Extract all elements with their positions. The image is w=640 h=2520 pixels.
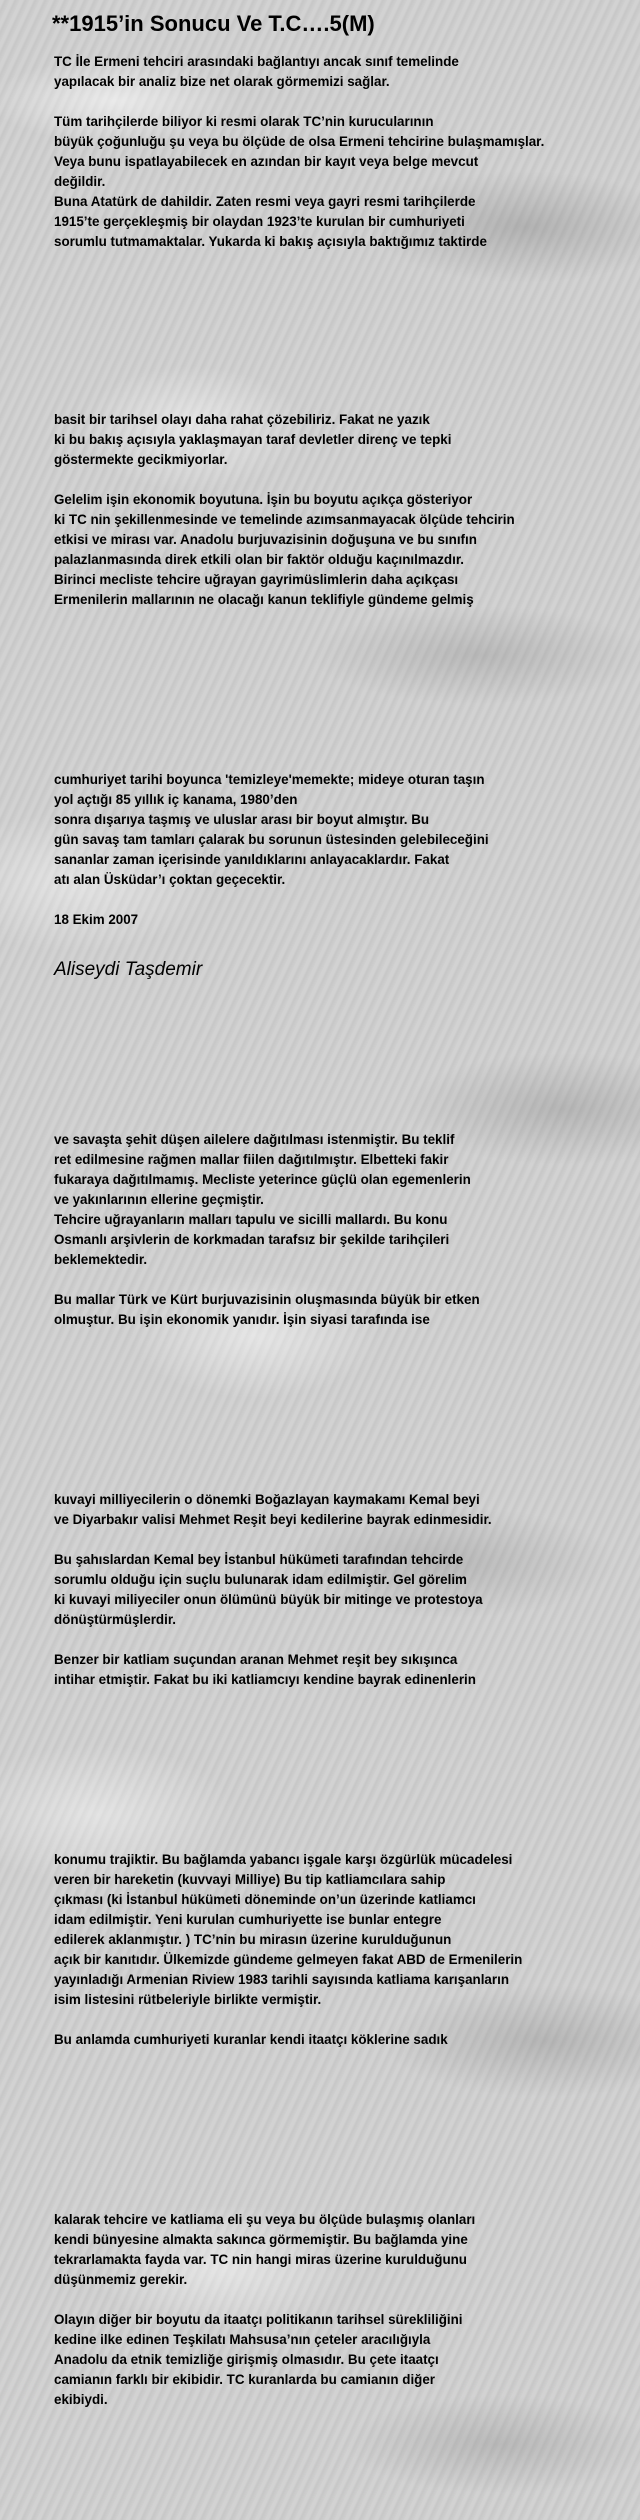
paragraph	[54, 1550, 640, 1630]
text-line: TC İle Ermeni tehciri arasındaki bağlantıyı ancak sınıf temelinde	[54, 54, 459, 69]
paragraph	[54, 1290, 640, 1330]
text-line: basit bir tarihsel olayı daha rahat çözebiliriz. Fakat ne yazık	[54, 412, 430, 427]
text-line: sorumlu tutmamaktalar. Yukarda ki bakış açısıyla baktığımız taktirde	[54, 234, 487, 249]
text-line: Bu şahıslardan Kemal bey İstanbul hükümeti tarafından tehcirde	[54, 1552, 464, 1567]
text-page-6	[0, 1800, 640, 2140]
text-line: edilerek aklanmıştır. ) TC’nin bu mirasın üzerine kurulduğunun	[54, 1932, 452, 1947]
text-line: yapılacak bir analiz bize net olarak görmemizi sağlar.	[54, 74, 390, 89]
text-page-3	[0, 720, 640, 1060]
text-line: kendi bünyesine almakta sakınca görmemiştir. Bu bağlamda yine	[54, 2232, 468, 2247]
text-line: atı alan Üsküdar’ı çoktan geçecektir.	[54, 872, 286, 887]
text-line: sorumlu olduğu için suçlu bulunarak idam edilmiştir. Gel görelim	[54, 1572, 467, 1587]
paragraph	[54, 910, 640, 930]
text-line: veren bir hareketin (kuvvayi Milliye) Bu tip katliamcılara sahip	[54, 1872, 446, 1887]
text-line: 1915’te gerçekleşmiş bir olaydan 1923’te kurulan bir cumhuriyeti	[54, 214, 465, 229]
text-line: ki TC nin şekillenmesinde ve temelinde azımsanmayacak ölçüde tehcirin	[54, 512, 515, 527]
text-line: ki bu bakış açısıyla yaklaşmayan taraf devletler direnç ve tepki	[54, 432, 452, 447]
text-page-2	[0, 360, 640, 700]
text-line: göstermekte gecikmiyorlar.	[54, 452, 228, 467]
text-page-4	[0, 1080, 640, 1420]
text-line: sonra dışarıya taşmış ve uluslar arası bir boyut almıştır. Bu	[54, 812, 430, 827]
text-line: Gelelim işin ekonomik boyutuna. İşin bu boyutu açıkça gösteriyor	[54, 492, 473, 507]
text-line: gün savaş tam tamları çalarak bu sorunun üstesinden gelebileceğini	[54, 832, 489, 847]
text-line: tekrarlamakta fayda var. TC nin hangi miras üzerine kurulduğunu	[54, 2252, 467, 2267]
text-line: Buna Atatürk de dahildir. Zaten resmi veya gayri resmi tarihçilerde	[54, 194, 476, 209]
text-line: ve yakınlarının ellerine geçmiştir.	[54, 1192, 264, 1207]
text-line: camianın farklı bir ekibidir. TC kuranlarda bu camianın diğer	[54, 2372, 435, 2387]
text-line: idam edilmiştir. Yeni kurulan cumhuriyette ise bunlar entegre	[54, 1912, 442, 1927]
text-line: ki kuvayi miliyeciler onun ölümünü büyük bir mitinge ve protestoya	[54, 1592, 483, 1607]
paragraph	[54, 770, 640, 890]
text-line: isim listesini rütbeleriyle birlikte vermiştir.	[54, 1992, 322, 2007]
text-line: yayınladığı Armenian Riview 1983 tarihli sayısında katliama karışanların	[54, 1972, 509, 1987]
text-line: Benzer bir katliam suçundan aranan Mehmet reşit bey sıkışınca	[54, 1652, 458, 1667]
text-line: Bu mallar Türk ve Kürt burjuvazisinin oluşmasında büyük bir etken	[54, 1292, 480, 1307]
text-line: ve Diyarbakır valisi Mehmet Reşit beyi kedilerine bayrak edinmesidir.	[54, 1512, 492, 1527]
paragraph	[54, 1850, 640, 2010]
paragraph	[54, 490, 640, 610]
text-page-7	[0, 2160, 640, 2500]
text-line: büyük çoğunluğu şu veya bu ölçüde de olsa Ermeni tehcirine bulaşmamışlar.	[54, 134, 545, 149]
text-line: kuvayi milliyecilerin o dönemki Boğazlayan kaymakamı Kemal beyi	[54, 1492, 480, 1507]
paragraph	[54, 52, 640, 92]
page-title: **1915’in Sonucu Ve T.C….5(M)	[52, 11, 375, 36]
text-line: Birinci mecliste tehcire uğrayan gayrimüslimlerin daha açıkçası	[54, 572, 459, 587]
text-line: yol açtığı 85 yıllık iç kanama, 1980’den	[54, 792, 298, 807]
text-line: Bu anlamda cumhuriyeti kuranlar kendi itaatçı köklerine sadık	[54, 2032, 448, 2047]
text-line: Ermenilerin mallarının ne olacağı kanun teklifiyle gündeme gelmiş	[54, 592, 474, 607]
text-line: cumhuriyet tarihi boyunca 'temizleye'memekte; mideye oturan taşın	[54, 772, 485, 787]
text-line: ve savaşta şehit düşen ailelere dağıtılması istenmiştir. Bu teklif	[54, 1132, 455, 1147]
text-line: Osmanlı arşivlerin de korkmadan tarafsız bir şekilde tarihçileri	[54, 1232, 450, 1247]
text-line: dönüştürmüşlerdir.	[54, 1612, 177, 1627]
text-line: fukaraya dağıtılmamış. Mecliste yeterince güçlü olan egemenlerin	[54, 1172, 471, 1187]
text-line: düşünmemiz gerekir.	[54, 2272, 188, 2287]
text-line: açık bir kanıtıdır. Ülkemizde gündeme gelmeyen fakat ABD de Ermenilerin	[54, 1952, 523, 1967]
text-line: intihar etmiştir. Fakat bu iki katliamcıyı kendine bayrak edinenlerin	[54, 1672, 476, 1687]
text-line: değildir.	[54, 174, 106, 189]
text-line: Anadolu da etnik temizliğe girişmiş olmasıdır. Bu çete itaatçı	[54, 2352, 439, 2367]
text-line: etkisi ve mirası var. Anadolu burjuvazisinin doğuşuna ve bu sınıfın	[54, 532, 477, 547]
paragraph	[54, 1490, 640, 1530]
text-line: Tehcire uğrayanların malları tapulu ve sicilli mallardı. Bu konu	[54, 1212, 448, 1227]
text-line: olmuştur. Bu işin ekonomik yanıdır. İşin siyasi tarafında ise	[54, 1312, 430, 1327]
paragraph	[54, 2030, 640, 2050]
text-line: beklemektedir.	[54, 1252, 148, 1267]
text-line: kedine ilke edinen Teşkilatı Mahsusa’nın çeteler aracılığıyla	[54, 2332, 431, 2347]
text-line: çıkması (ki İstanbul hükümeti döneminde on’un üzerinde katliamcı	[54, 1892, 476, 1907]
text-line: 18 Ekim 2007	[54, 912, 139, 927]
text-line: ekibiydi.	[54, 2392, 108, 2407]
text-page-5	[0, 1440, 640, 1780]
text-line: palazlanmasında direk etkili olan bir faktör olduğu kaçınılmazdır.	[54, 552, 465, 567]
text-line: ret edilmesine rağmen mallar fiilen dağıtılmıştır. Elbetteki fakir	[54, 1152, 449, 1167]
paragraph	[54, 410, 640, 470]
text-line: Tüm tarihçilerde biliyor ki resmi olarak TC’nin kurucularının	[54, 114, 434, 129]
author-signature: Aliseydi Taşdemir	[54, 959, 203, 980]
text-line: kalarak tehcire ve katliama eli şu veya bu ölçüde bulaşmış olanları	[54, 2212, 476, 2227]
text-line: konumu trajiktir. Bu bağlamda yabancı işgale karşı özgürlük mücadelesi	[54, 1852, 513, 1867]
paragraph	[54, 2210, 640, 2290]
text-line: Veya bunu ispatlayabilecek en azından bir kayıt veya belge mevcut	[54, 154, 479, 169]
paragraph	[54, 2310, 640, 2410]
text-page-1	[0, 0, 640, 340]
paragraph	[54, 1130, 640, 1270]
text-line: sananlar zaman içerisinde yanıldıklarını anlayacaklardır. Fakat	[54, 852, 450, 867]
text-line: Olayın diğer bir boyutu da itaatçı politikanın tarihsel sürekliliğini	[54, 2312, 463, 2327]
paragraph	[54, 1650, 640, 1690]
paragraph	[54, 112, 640, 252]
